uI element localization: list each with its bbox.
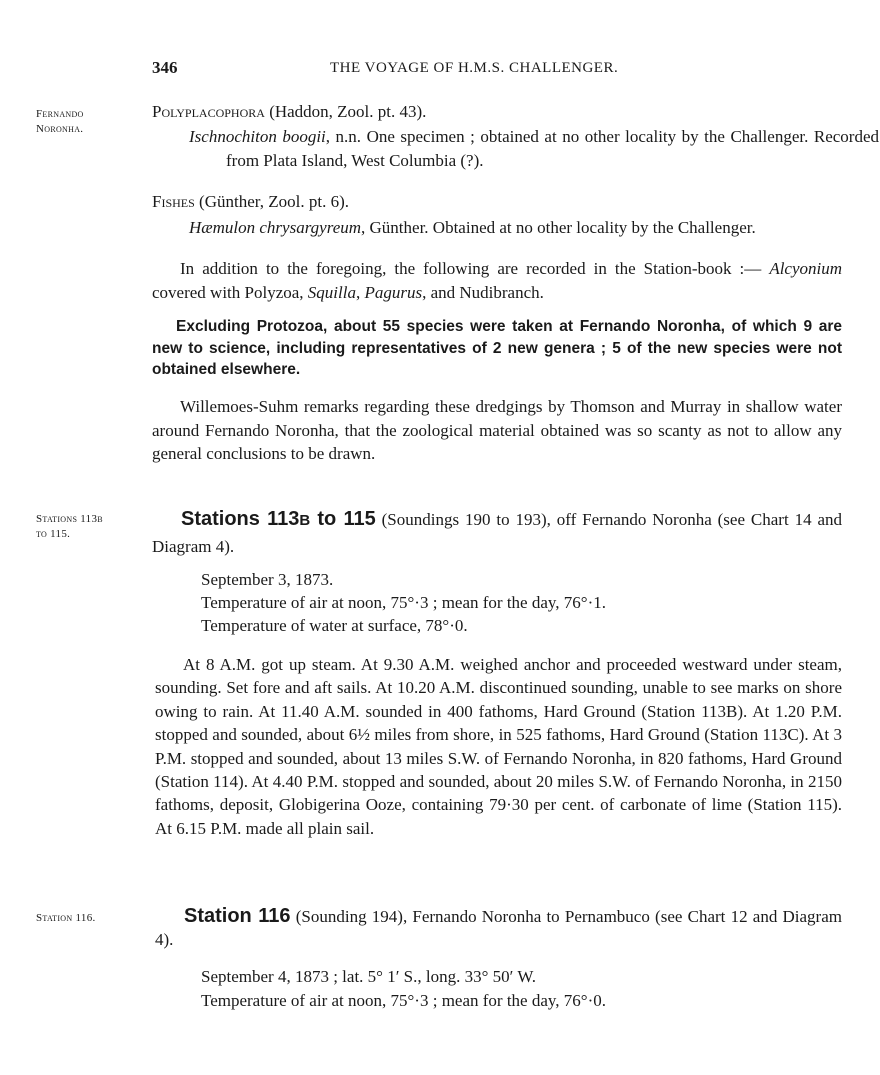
station-suffix: B (299, 512, 311, 529)
margin-note-fernando (36, 107, 84, 137)
margin-note-stations (36, 512, 103, 542)
station-116-date-position: September 4, 1873 ; lat. 5° 1′ S., long. 33° 50′ W. (201, 967, 537, 986)
stations-113-heading (152, 506, 842, 560)
polyplacophora-species (189, 125, 879, 172)
source: (Günther, Zool. pt. 6). (194, 192, 349, 211)
station-title-text: Stations 113 (181, 508, 300, 530)
running-title: THE VOYAGE OF H.M.S. CHALLENGER. (330, 60, 619, 76)
polyplacophora-heading (152, 100, 842, 124)
stations-113-narrative: At 8 A.M. got up steam. At 9.30 A.M. weighed anchor and proceeded westward under steam, sounding. Set fore and aft sails. At 10.20 A.M. discontinued sounding, unable to see marks on shore owing to rain. At 11.40 A.M. sounded in 400 fathoms, Hard Ground (Station 113B). At 1.20 P.M. stopped and sounded, about 6½ miles from shore, in 525 fathoms, Hard Ground (Station 113C). At 3 P.M. stopped and sounded, about 13 miles S.W. of Fernando Noronha, in 820 fathoms, Hard Ground (Station 114). At 4.40 P.M. stopped and sounded, about 20 miles S.W. of Fernando Noronha, in 2150 fathoms, deposit, Globigerina Ooze, containing 79·30 per cent. of carbonate of lime (Station 115). At 6.15 P.M. made all plain sail. (155, 655, 842, 838)
group-name: Polyplacophora (152, 102, 265, 121)
text: , and Nudibranch. (422, 282, 544, 302)
group-name: Fishes (152, 192, 195, 211)
summary-paragraph: Excluding Protozoa, about 55 species were taken at Fernando Noronha, of which 9 are new to science, including representatives of 2 new genera ; 5 of the new species were not obtained elsewhere. (152, 318, 842, 378)
margin-note-line: Fernando (36, 108, 84, 120)
margin-note-line: Noronha. (36, 123, 84, 135)
page-number: 346 (152, 58, 178, 77)
taxon: Pagurus (364, 282, 423, 302)
station-description: (Sounding 194), Fernando Noronha to Pernambuco (see Chart 12 and Diagram 4). (155, 907, 842, 949)
station-title-text: to 115 (310, 508, 376, 530)
source: (Haddon, Zool. pt. 43). (264, 102, 427, 121)
species-name: Ischnochiton boogii (189, 127, 326, 146)
margin-note-station-116: Station 116. (36, 912, 96, 924)
remark-paragraph: Willemoes-Suhm remarks regarding these dredgings by Thomson and Murray in shallow water around Fernando Noronha, that the zoological material obtained was so scanty as not to allow any general conclusions to be drawn. (152, 397, 842, 463)
taxon: Squilla (307, 282, 356, 302)
stations-113-date: September 3, 1873. (201, 570, 334, 589)
text: , (355, 282, 365, 302)
stations-113-air-temp: Temperature of air at noon, 75°·3 ; mean for the day, 76°·1. (201, 593, 606, 612)
station-title (181, 508, 376, 530)
fishes-species (189, 216, 842, 240)
stations-113-water-temp: Temperature of water at surface, 78°·0. (201, 616, 468, 635)
species-description: , Günther. Obtained at no other locality by the Challenger. (361, 218, 756, 237)
station-book-paragraph (152, 257, 842, 304)
station-116-air-temp: Temperature of air at noon, 75°·3 ; mean for the day, 76°·0. (201, 991, 606, 1010)
species-name: Hæmulon chrysargyreum (189, 218, 362, 237)
margin-note-line: to 115. (36, 528, 71, 540)
text: covered with Polyzoa, (152, 282, 308, 302)
species-description: , n.n. One specimen ; obtained at no other locality by the Challenger. Recorded from Plata Island, West Columbia (?). (226, 127, 879, 170)
station-title: Station 116 (184, 905, 291, 927)
margin-note-line: Stations 113b (36, 513, 103, 525)
fishes-heading (152, 190, 842, 214)
station-description: (Soundings 190 to 193), off Fernando Noronha (see Chart 14 and Diagram 4). (152, 510, 842, 556)
intro-text: In addition to the foregoing, the following are recorded in the Station-book :— (180, 259, 762, 278)
taxon: Alcyonium (769, 259, 843, 278)
station-116-heading (155, 905, 842, 951)
